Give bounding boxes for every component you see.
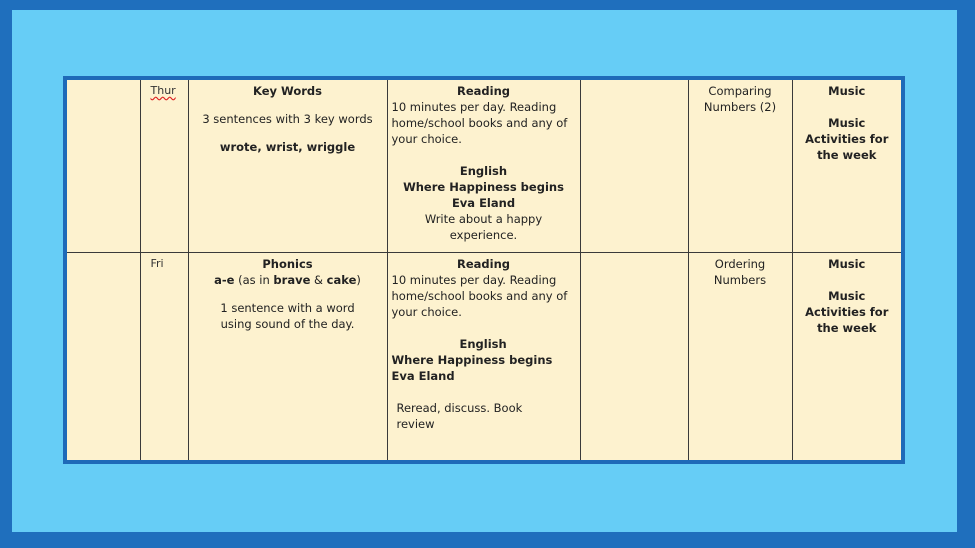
maths-cell: [688, 80, 792, 252]
timetable-grid: [67, 80, 901, 460]
music-activity: Music Activities for the week: [805, 288, 889, 335]
english-task: Write about a happy experience.: [424, 212, 543, 242]
blank-cell: [580, 252, 688, 460]
english-title: English: [459, 336, 507, 351]
book-title: Where Happiness begins: [391, 352, 553, 367]
timetable: [63, 76, 905, 464]
reading-text: 10 minutes per day. Reading home/school books and any of your choice.: [391, 272, 568, 319]
music-cell: [792, 252, 901, 460]
phonics-sound-line: [193, 272, 383, 288]
phonics-title: Phonics: [262, 256, 313, 271]
day-cell: [140, 252, 188, 460]
music-title: Music: [828, 256, 866, 271]
blank-cell: [67, 80, 140, 252]
ampersand: &: [314, 272, 324, 287]
phonics-task: 3 sentences with 3 key words: [202, 112, 373, 126]
maths-cell: [688, 252, 792, 460]
book-author: Eva Eland: [451, 196, 516, 210]
phonics-cell: [188, 252, 387, 460]
book-author: Eva Eland: [391, 368, 455, 383]
example-word-1: brave: [273, 272, 311, 287]
day-cell: [140, 80, 188, 252]
example-word-2: cake: [326, 272, 357, 287]
literacy-cell: [387, 80, 580, 252]
table-row-thursday: [67, 80, 901, 252]
reading-title: Reading: [456, 256, 510, 271]
english-task: Reread, discuss. Book review: [396, 400, 523, 431]
phonics-title: Key Words: [253, 84, 322, 98]
close-paren: ): [356, 272, 361, 287]
music-cell: [792, 80, 901, 252]
book-title: Where Happiness begins: [403, 180, 564, 194]
literacy-cell: [387, 252, 580, 460]
key-words: wrote, wrist, wriggle: [219, 140, 356, 154]
phonics-task: 1 sentence with a word using sound of the day.: [220, 300, 355, 331]
maths-topic: Ordering Numbers: [713, 256, 767, 287]
english-title: English: [459, 164, 508, 178]
reading-text: 10 minutes per day. Reading home/school books and any of your choice.: [391, 100, 568, 146]
as-in-text: (as in: [238, 272, 270, 287]
blank-cell: [580, 80, 688, 252]
maths-topic: Comparing Numbers (2): [703, 84, 777, 114]
day-label: Thur: [150, 84, 176, 97]
table-row-friday: [67, 252, 901, 460]
day-label: Fri: [150, 256, 164, 270]
phonics-sound: a-e: [214, 272, 235, 287]
music-activity: Music Activities for the week: [805, 116, 889, 162]
phonics-cell: [188, 80, 387, 252]
reading-title: Reading: [456, 84, 510, 98]
blank-cell: [67, 252, 140, 460]
music-title: Music: [828, 84, 866, 98]
